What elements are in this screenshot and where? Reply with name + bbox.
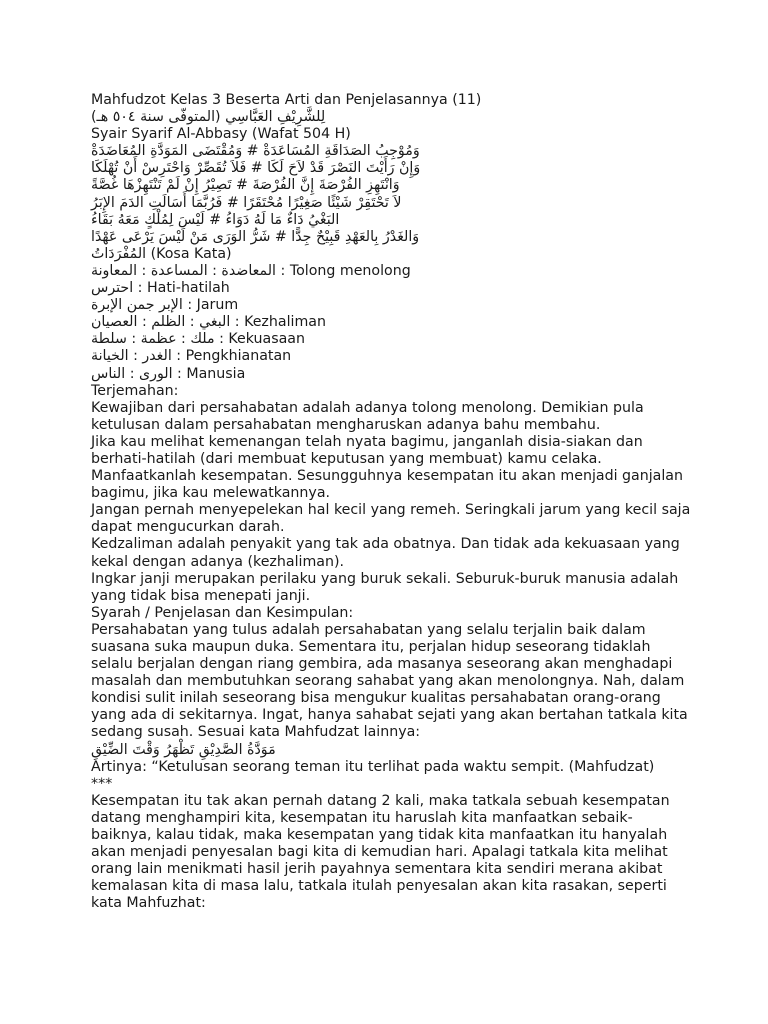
document-title: Mahfudzot Kelas 3 Beserta Arti dan Penjelasannya (11): [91, 92, 482, 108]
poem-line: وَانْتَهِزِ الفُرْصَةَ إِنَّ الفُرْصَةَ # تَصِيْرُ إِنْ لَمْ تَنْتَهِزْهَا غُصَّةً: [91, 177, 400, 194]
separator: ***: [91, 775, 113, 792]
poem-block: [91, 143, 691, 246]
vocab-item: احترس : Hati-hatilah: [91, 280, 230, 297]
vocab-meaning: Jarum: [196, 297, 239, 314]
vocab-list: [91, 263, 691, 383]
vocab-meaning: Kekuasaan: [228, 331, 305, 348]
vocab-arabic: المعاضدة : المساعدة : المعاونة: [91, 262, 276, 279]
arabic-author-line: لِلشَّرِيْفِ العَبَّاسِي (المتوفّى سنة ٥٠٤ هـ): [91, 109, 326, 126]
vocab-arabic: الورى : الناس: [91, 365, 173, 382]
translation-heading: Terjemahan:: [91, 382, 179, 399]
translation-paragraph: Jangan pernah menyepelekan hal kecil yang remeh. Seringkali jarum yang kecil saja dapat mengucurkan darah.: [91, 502, 691, 536]
vocab-arabic: البغي : الظلم : العصيان: [91, 314, 231, 331]
explanation-heading: Syarah / Penjelasan dan Kesimpulan:: [91, 604, 354, 621]
vocab-arabic: الإبر جمن الإبرة: [91, 297, 183, 314]
vocab-item: ملك : عظمة : سلطة : Kekuasaan: [91, 331, 305, 348]
quote-translation: Artinya: “Ketulusan seorang teman itu terlihat pada waktu sempit. (Mahfudzat): [91, 758, 655, 775]
translation-paragraph: Kedzaliman adalah penyakit yang tak ada obatnya. Dan tidak ada kekuasaan yang kekal dengan adanya (kezhaliman).: [91, 536, 680, 570]
document-page: [91, 92, 691, 913]
vocab-meaning: Manusia: [186, 365, 246, 382]
vocab-heading-arabic: المُفْرَدَاتُ: [91, 245, 147, 262]
translation-paragraph: Kewajiban dari persahabatan adalah adanya tolong menolong. Demikian pula ketulusan dalam persahabatan mengharuskan adanya bahu membahu.: [91, 399, 644, 433]
vocab-heading: [91, 246, 691, 263]
vocab-meaning: Tolong menolong: [289, 262, 411, 279]
vocab-arabic: ملك : عظمة : سلطة: [91, 331, 215, 348]
vocab-meaning: Pengkhianatan: [185, 348, 292, 365]
vocab-meaning: Hati-hatilah: [146, 280, 230, 297]
vocab-heading-latin: (Kosa Kata): [150, 245, 232, 262]
vocab-item: المعاضدة : المساعدة : المعاونة : Tolong menolong: [91, 262, 411, 279]
translation-block: [91, 400, 691, 605]
vocab-item: الورى : الناس : Manusia: [91, 365, 246, 382]
poem-line: وَالغَدْرُ بِالعَهْدِ قَبِيْحٌ جِدًّا # شَرُّ الوَرَى مَنْ لَيْسَ يَرْعَى عَهْدًا: [91, 228, 420, 245]
vocab-arabic: الغدر : الخيانة: [91, 348, 172, 365]
translation-paragraph: Manfaatkanlah kesempatan. Sesungguhnya kesempatan itu akan menjadi ganjalan bagimu, jika kau melewatkannya.: [91, 468, 683, 502]
arabic-quote: مَوَدَّةُ الصَّدِيْقِ تَظْهَرُ وَقْتَ الضِّيْقِ: [91, 741, 276, 758]
vocab-item: البغي : الظلم : العصيان : Kezhaliman: [91, 314, 326, 331]
explanation-paragraph: Kesempatan itu tak akan pernah datang 2 kali, maka tatkala sebuah kesempatan datang menghampiri kita, kesempatan itu haruslah kita manfaatkan sebaik-baiknya, kalau tidak, maka kesempatan yang tidak kita manfaatkan itu hanyalah akan menjadi penyesalan bagi kita di kemudian hari. Apalagi tatkala kita melihat orang lain menikmati hasil jerih payahnya sementara kita sendiri merana akibat kemalasan kita di masa lalu, tatkala itulah penyesalan akan kita rasakan, seperti kata Mahfuzhat:: [91, 792, 670, 912]
author-line: Syair Syarif Al-Abbasy (Wafat 504 H): [91, 126, 351, 143]
vocab-item: الغدر : الخيانة : Pengkhianatan: [91, 348, 292, 365]
explanation-paragraph: Persahabatan yang tulus adalah persahabatan yang selalu terjalin baik dalam suasana suka maupun duka. Sementara itu, perjalan hidup seseorang tidaklah selalu berjalan dengan riang gembira, ada masanya seseorang akan menghadapi masalah dan membutuhkan seorang sahabat yang akan menolongnya. Nah, dalam kondisi sulit inilah seseorang bisa mengukur kualitas persahabatan orang-orang yang ada di sekitarnya. Ingat, hanya sahabat sejati yang akan bertahan tatkala kita sedang susah. Sesuai kata Mahfudzat lainnya:: [91, 621, 688, 741]
poem-line: وَمُوْجِبُ الصَدَاقَةِ المُسَاعَدَةْ # وَمُقْتَضَى المَوَدَّةِ المُعَاضَدَةْ: [91, 143, 420, 160]
poem-line: البَغْيُ دَاءٌ مَا لَهُ دَوَاءُ # لَيْسَ لِمُلْكٍ مَعَهُ بَقَاءُ: [91, 211, 340, 228]
translation-paragraph: Jika kau melihat kemenangan telah nyata bagimu, janganlah disia-siakan dan berhati-hatilah (dari membuat keputusan yang membuat) kamu celaka.: [91, 433, 643, 467]
poem-line: وَإِنْ رَأَيْتَ النَصْرَ قَدْ لاَحَ لَكَا # فَلاَ تُقَصِّرْ وَاحْتَرِسْ أَنْ تُهْلَكَا: [91, 160, 421, 177]
poem-line: لاَ تَحْتَقِرْ شَيْئًا صَغِيْرًا مُحْتَقَرًا # فَرُبَّمَا أَسَالَتِ الدَمَ الإِبَرُ: [91, 194, 402, 211]
vocab-arabic: احترس: [91, 280, 134, 297]
translation-paragraph: Ingkar janji merupakan perilaku yang buruk sekali. Seburuk-buruk manusia adalah yang tidak bisa menepati janji.: [91, 570, 679, 604]
vocab-meaning: Kezhaliman: [244, 314, 326, 331]
vocab-item: الإبر جمن الإبرة : Jarum: [91, 297, 239, 314]
